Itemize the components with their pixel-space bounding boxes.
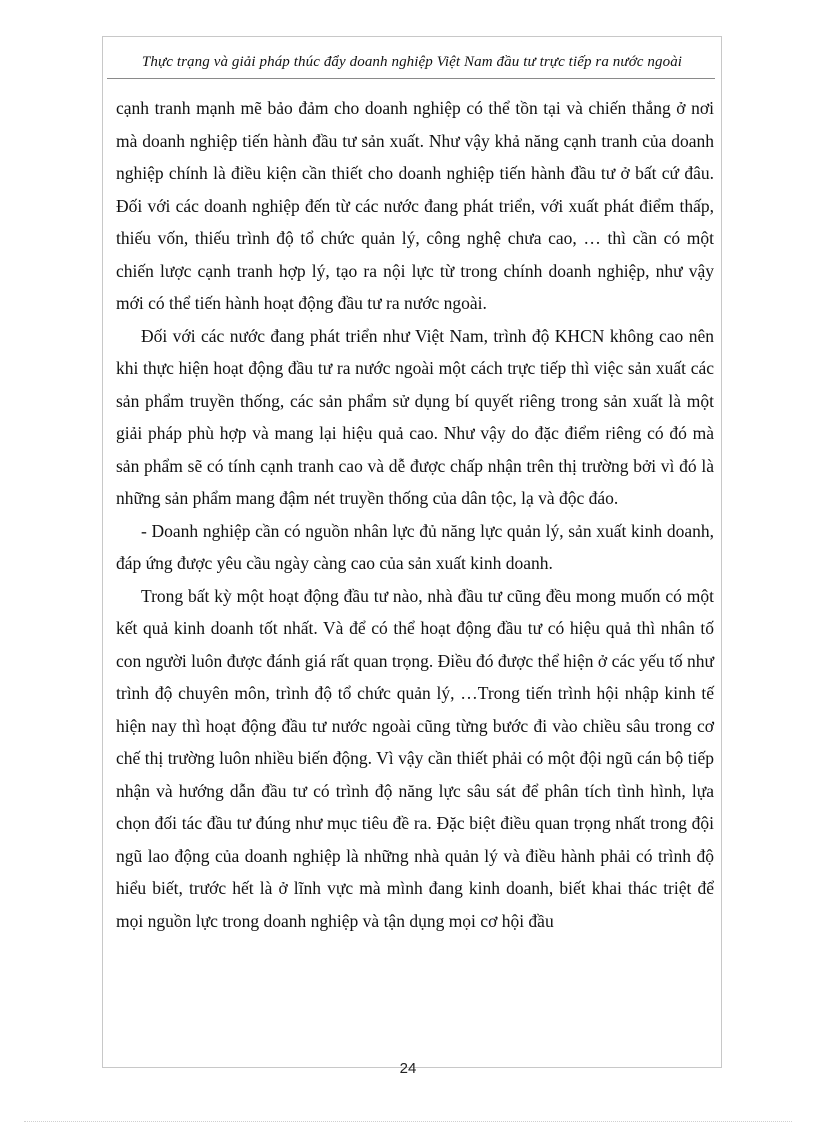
page-number: 24: [399, 1060, 417, 1077]
paragraph: Trong bất kỳ một hoạt động đầu tư nào, nhà đầu tư cũng đều mong muốn có một kết quả kinh doanh tốt nhất. Và để có thể hoạt động đầu tư có hiệu quả thì nhân tố con người luôn được đánh giá rất quan trọng. Điều đó được thể hiện ở các yếu tố như trình độ chuyên môn, trình độ tổ chức quản lý, …Trong tiến trình hội nhập kinh tế hiện nay thì hoạt động đầu tư nước ngoài cũng từng bước đi vào chiều sâu trong cơ chế thị trường luôn nhiều biến động. Vì vậy cần thiết phải có một đội ngũ cán bộ tiếp nhận và hướng dẫn đầu tư có trình độ năng lực sâu sát để phân tích tình hình, lựa chọn đối tác đầu tư đúng như mục tiêu đề ra. Đặc biệt điều quan trọng nhất trong đội ngũ lao động của doanh nghiệp là những nhà quản lý và điều hành phải có trình độ hiểu biết, trước hết là ở lĩnh vực mà mình đang kinh doanh, biết khai thác triệt để mọi nguồn lực trong doanh nghiệp và tận dụng mọi cơ hội đầu: [116, 585, 714, 931]
bullet-paragraph: - Doanh nghiệp cần có nguồn nhân lực đủ năng lực quản lý, sản xuất kinh doanh, đáp ứng được yêu cầu ngày càng cao của sản xuất kinh doanh.: [116, 520, 714, 573]
body-text: [116, 92, 714, 937]
header-divider: [107, 78, 715, 79]
paragraph: Đối với các nước đang phát triển như Việt Nam, trình độ KHCN không cao nên khi thực hiện hoạt động đầu tư ra nước ngoài một cách trực tiếp thì việc sản xuất các sản phẩm truyền thống, các sản phẩm sử dụng bí quyết riêng trong sản xuất là một giải pháp phù hợp và mang lại hiệu quả cao. Như vậy do đặc điểm riêng có đó mà sản phẩm sẽ có tính cạnh tranh cao và dễ được chấp nhận trên thị trường bởi vì đó là những sản phẩm mang đậm nét truyền thống của dân tộc, lạ và độc đáo.: [116, 325, 714, 508]
running-header: Thực trạng và giải pháp thúc đẩy doanh nghiệp Việt Nam đầu tư trực tiếp ra nước ngoài: [141, 54, 683, 70]
page-bottom-divider: [24, 1121, 792, 1122]
paragraph-continuation: cạnh tranh mạnh mẽ bảo đảm cho doanh nghiệp có thể tồn tại và chiến thắng ở nơi mà doanh nghiệp tiến hành đầu tư sản xuất. Như vậy khả năng cạnh tranh của doanh nghiệp chính là điều kiện cần thiết cho doanh nghiệp tiến hành đầu tư ở bất cứ đâu. Đối với các doanh nghiệp đến từ các nước đang phát triển, với xuất phát điểm thấp, thiếu vốn, thiếu trình độ tổ chức quản lý, công nghệ chưa cao, … thì cần có một chiến lược cạnh tranh hợp lý, tạo ra nội lực từ trong chính doanh nghiệp, như vậy mới có thể tiến hành hoạt động đầu tư ra nước ngoài.: [116, 98, 714, 313]
